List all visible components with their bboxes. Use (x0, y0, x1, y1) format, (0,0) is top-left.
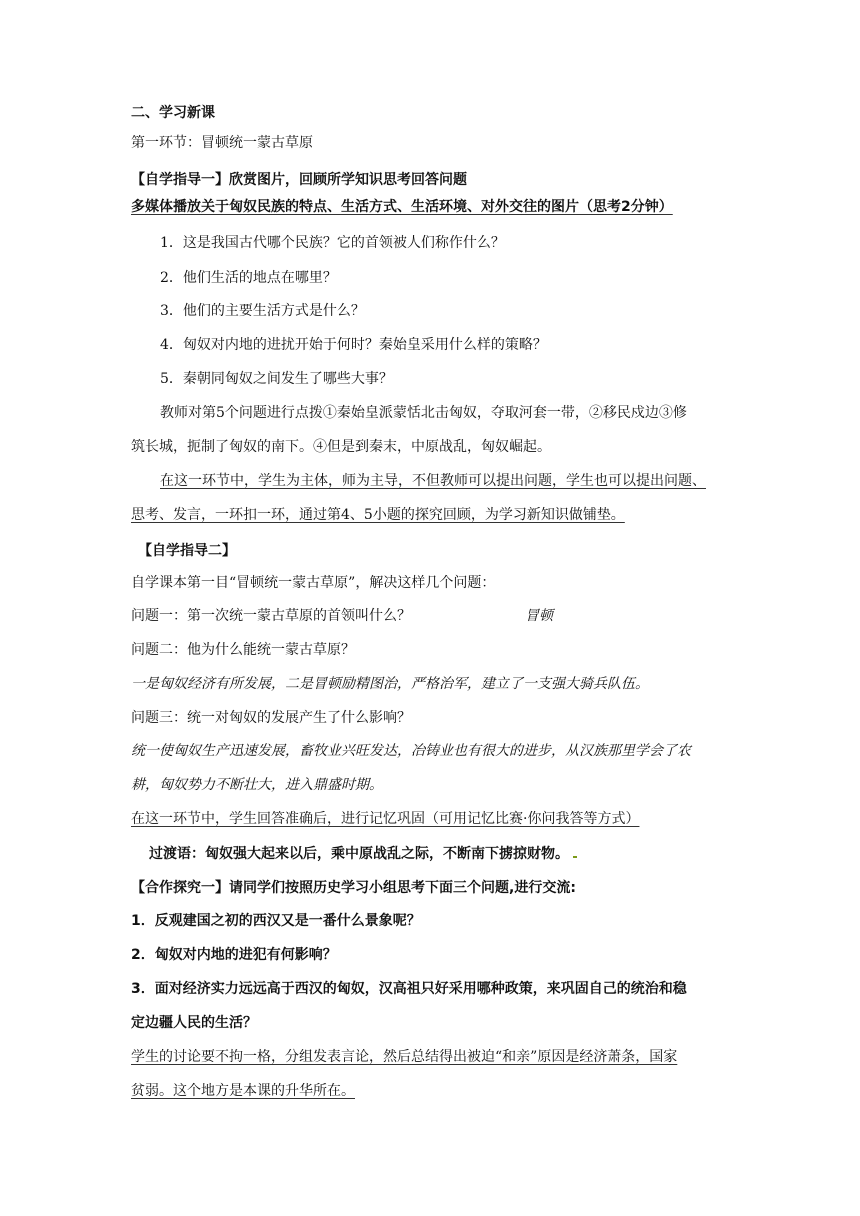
edit-mark (573, 856, 577, 858)
section-title: 二、学习新课 (131, 105, 215, 121)
guide2-question-1: 问题一：第一次统一蒙古草原的首领叫什么？ (131, 608, 411, 624)
guide1-subheading: 多媒体播放关于匈奴民族的特点、生活方式、生活环境、对外交往的图片（思考2分钟） (131, 199, 673, 215)
guide1-summary-line-2: 思考、发言，一环扣一环，通过第4、5小题的探究回顾，为学习新知识做铺垫。 (131, 507, 625, 523)
coop1-summary-line-1: 学生的讨论要不拘一格，分组发表言论，然后总结得出被迫“和亲”原因是经济萧条，国家 (131, 1049, 678, 1065)
guide2-answer-2: 一是匈奴经济有所发展，二是冒顿励精图治，严格治军，建立了一支强大骑兵队伍。 (131, 676, 649, 692)
guide2-heading: 【自学指导二】 (138, 543, 236, 559)
guide2-summary: 在这一环节中，学生回答准确后，进行记忆巩固（可用记忆比赛·你问我答等方式） (131, 811, 640, 827)
guide2-answer-1: 冒顿 (525, 608, 553, 624)
transition-text: 过渡语：匈奴强大起来以后，乘中原战乱之际，不断南下掳掠财物。 (149, 844, 577, 864)
coop1-question-1: 1．反观建国之初的西汉又是一番什么景象呢？ (131, 913, 421, 929)
coop1-question-3-line-1: 3．面对经济实力远远高于西汉的匈奴，汉高祖只好采用哪种政策，来巩固自己的统治和稳 (131, 981, 687, 997)
guide1-question-3: 3．他们的主要生活方式是什么？ (160, 303, 365, 319)
coop1-heading: 【合作探究一】请同学们按照历史学习小组思考下面三个问题,进行交流: (131, 880, 576, 896)
guide1-question-4: 4．匈奴对内地的进扰开始于何时？秦始皇采用什么样的策略？ (160, 337, 547, 353)
teacher-note-line-2: 筑长城，扼制了匈奴的南下。④但是到秦末，中原战乱，匈奴崛起。 (131, 439, 551, 455)
guide2-answer-3-line-1: 统一使匈奴生产迅速发展，畜牧业兴旺发达，冶铸业也有很大的进步，从汉族那里学会了农 (131, 743, 691, 759)
guide1-summary-line-1: 在这一环节中，学生为主体，师为主导，不但教师可以提出问题，学生也可以提出问题、 (160, 473, 706, 489)
guide1-question-1: 1．这是我国古代哪个民族？它的首领被人们称作什么？ (160, 235, 505, 251)
guide1-heading: 【自学指导一】欣赏图片，回顾所学知识思考回答问题 (131, 172, 467, 188)
coop1-question-2: 2．匈奴对内地的进犯有何影响？ (131, 947, 337, 963)
stage1-title: 第一环节：冒顿统一蒙古草原 (131, 135, 313, 151)
teacher-note-line-1: 教师对第5个问题进行点拨①秦始皇派蒙恬北击匈奴，夺取河套一带，②移民戍边③修 (160, 405, 687, 421)
guide1-question-5: 5．秦朝同匈奴之间发生了哪些大事？ (160, 371, 393, 387)
guide2-intro: 自学课本第一目“冒顿统一蒙古草原”，解决这样几个问题： (131, 575, 496, 591)
guide2-question-2: 问题二：他为什么能统一蒙古草原？ (131, 642, 355, 658)
guide1-question-2: 2．他们生活的地点在哪里？ (160, 270, 337, 286)
guide2-question-3: 问题三：统一对匈奴的发展产生了什么影响？ (131, 710, 411, 726)
coop1-question-3-line-2: 定边疆人民的生活？ (131, 1015, 257, 1031)
guide2-answer-3-line-2: 耕，匈奴势力不断壮大，进入鼎盛时期。 (131, 777, 383, 793)
coop1-summary-line-2: 贫弱。这个地方是本课的升华所在。 (131, 1083, 355, 1099)
